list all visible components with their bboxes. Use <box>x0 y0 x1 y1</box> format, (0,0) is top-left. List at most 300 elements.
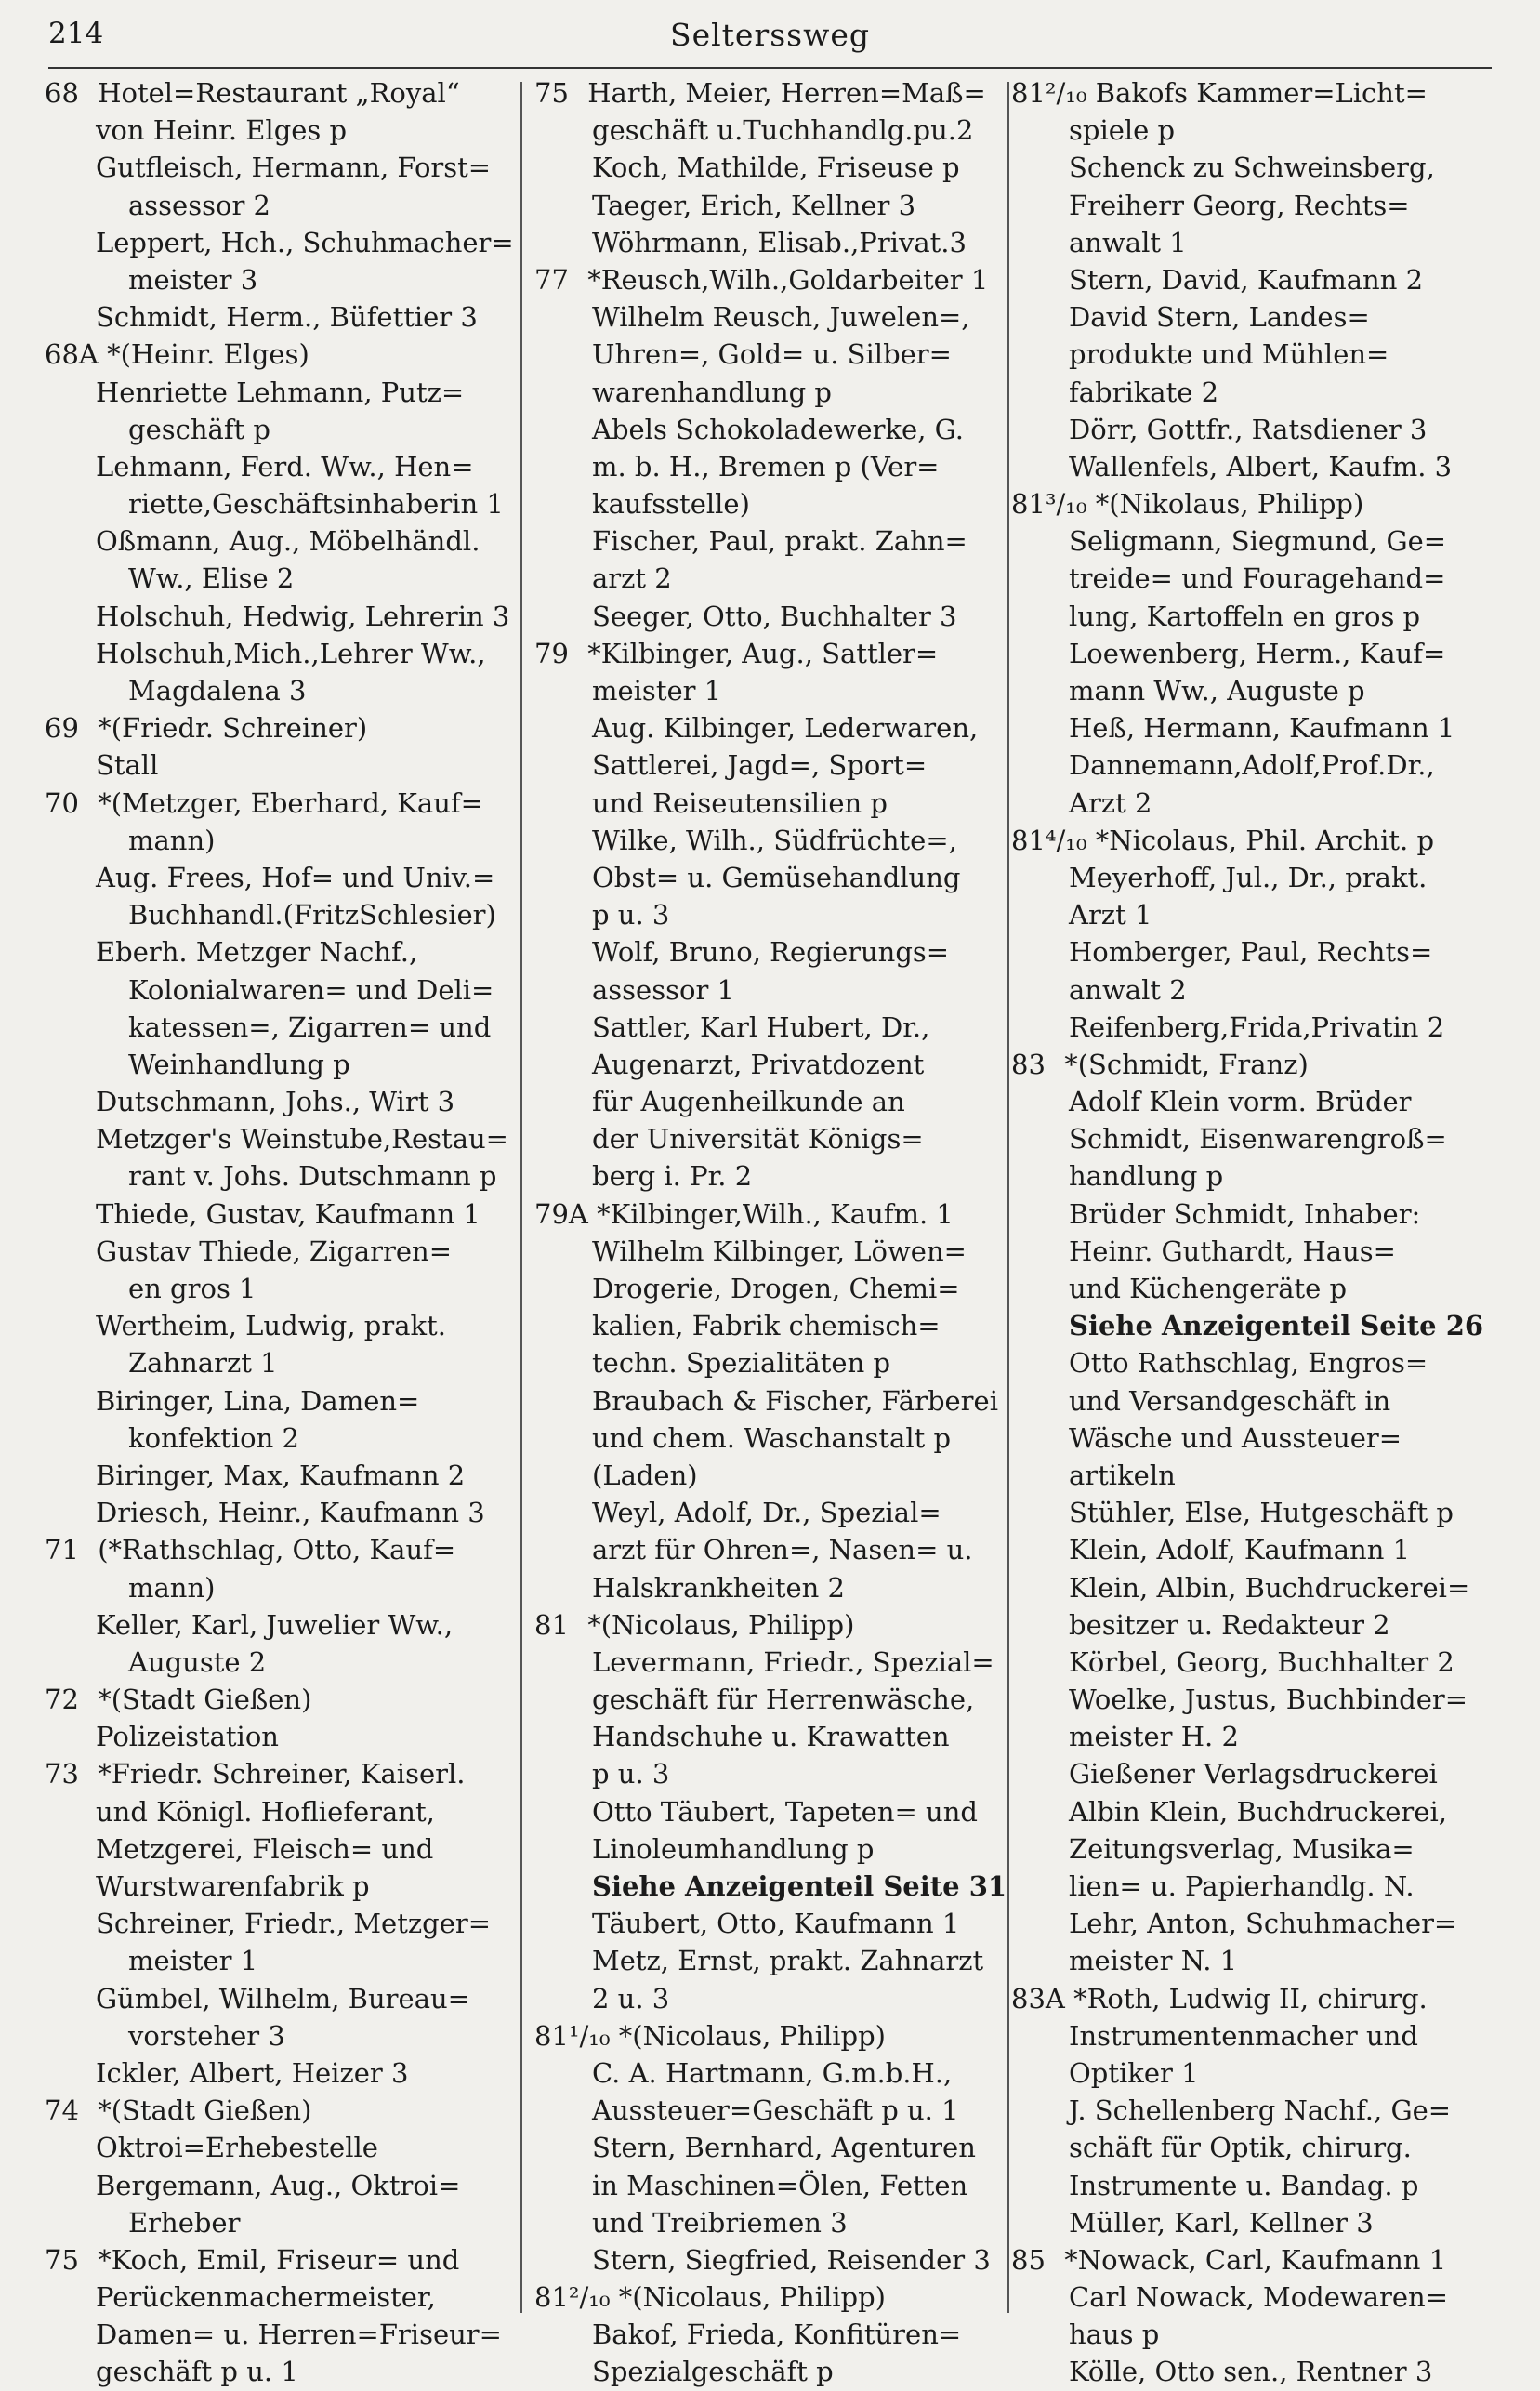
directory-line <box>534 1644 1008 1681</box>
directory-line <box>1011 709 1494 746</box>
house-number-entry <box>1011 1980 1494 2017</box>
line-text: katessen=, Zigarren= und <box>128 1011 492 1043</box>
house-number: 79 <box>534 637 569 669</box>
directory-line <box>45 1120 514 1157</box>
line-text: Sattlerei, Jagd=, Sport= <box>592 749 928 782</box>
line-text: Schenck zu Schweinsberg, <box>1069 152 1435 184</box>
line-text: Kolonialwaren= und Deli= <box>128 973 494 1006</box>
directory-line <box>45 1083 514 1120</box>
line-text: J. Schellenberg Nachf., Ge= <box>1069 2094 1452 2127</box>
line-text: anwalt 2 <box>1069 973 1187 1006</box>
house-number-entry <box>45 1681 514 1718</box>
line-text: Ww., Elise 2 <box>128 562 295 595</box>
line-text: Auguste 2 <box>128 1645 267 1678</box>
line-text: Seligmann, Siegmund, Ge= <box>1069 525 1447 558</box>
line-text: Müller, Karl, Kellner 3 <box>1069 2206 1374 2239</box>
directory-line <box>1011 1905 1494 1942</box>
directory-line <box>45 746 514 784</box>
house-number: 68A <box>45 338 99 371</box>
line-text: Stern, Bernhard, Agenturen <box>592 2132 976 2164</box>
house-number: 74 <box>45 2094 79 2127</box>
directory-line <box>45 1868 514 1905</box>
house-number-entry <box>534 261 1008 298</box>
line-text: Erheber <box>128 2206 241 2239</box>
directory-line <box>45 896 514 933</box>
directory-line <box>45 2054 514 2092</box>
line-text: Stall <box>96 749 159 782</box>
line-text: mann) <box>128 824 216 856</box>
house-number: 81²/₁₀ <box>534 2281 611 2314</box>
directory-line <box>534 822 1008 859</box>
line-text: rant v. Johs. Dutschmann p <box>128 1160 497 1193</box>
line-text: *Friedr. Schreiner, Kaiserl. <box>98 1758 466 1790</box>
line-text: Reifenberg,Frida,Privatin 2 <box>1069 1011 1445 1043</box>
line-text: Lehmann, Ferd. Ww., Hen= <box>96 450 474 482</box>
directory-line <box>534 2092 1008 2129</box>
line-text: Koch, Mathilde, Friseuse p <box>592 152 960 184</box>
line-text: Driesch, Heinr., Kaufmann 3 <box>96 1497 485 1529</box>
line-text: Metzger's Weinstube,Restau= <box>96 1123 508 1156</box>
directory-line <box>1011 2316 1494 2353</box>
house-number: 81 <box>534 1608 569 1641</box>
line-text: Keller, Karl, Juwelier Ww., <box>96 1608 454 1641</box>
directory-line <box>1011 149 1494 186</box>
line-text: David Stern, Landes= <box>1069 301 1370 334</box>
line-text: Gümbel, Wilhelm, Bureau= <box>96 1982 470 2015</box>
line-text: meister 1 <box>592 675 722 707</box>
directory-line <box>1011 1793 1494 1830</box>
directory-line <box>534 1755 1008 1792</box>
directory-line <box>45 2129 514 2166</box>
house-number-entry <box>45 74 514 112</box>
line-text: assessor 2 <box>128 189 270 221</box>
directory-line <box>534 298 1008 336</box>
directory-line <box>1011 1344 1494 1381</box>
line-text: kaufsstelle) <box>592 488 750 521</box>
directory-line <box>45 1307 514 1344</box>
line-text: *(Nicolaus, Philipp) <box>618 2019 886 2052</box>
line-text: C. A. Hartmann, G.m.b.H., <box>592 2056 953 2089</box>
directory-line <box>1011 1270 1494 1307</box>
house-number-entry <box>45 2241 514 2279</box>
line-text: Weinhandlung p <box>128 1048 350 1080</box>
directory-line <box>1011 1083 1494 1120</box>
house-number-entry <box>45 785 514 822</box>
directory-line <box>534 598 1008 635</box>
directory-line <box>534 2353 1008 2390</box>
line-text: spiele p <box>1069 114 1176 147</box>
directory-line <box>534 933 1008 971</box>
directory-line <box>1011 224 1494 261</box>
directory-line <box>534 485 1008 522</box>
directory-column-3 <box>1011 74 1494 2388</box>
line-text: geschäft p u. 1 <box>96 2356 298 2388</box>
line-text: Oßmann, Aug., Möbelhändl. <box>96 525 480 558</box>
house-number: 83 <box>1011 1048 1046 1080</box>
directory-line <box>1011 1830 1494 1868</box>
directory-line <box>1011 635 1494 672</box>
house-number: 72 <box>45 1684 79 1716</box>
directory-line <box>45 224 514 261</box>
line-text: Levermann, Friedr., Spezial= <box>592 1645 994 1678</box>
line-text: Bergemann, Aug., Oktroi= <box>96 2169 461 2201</box>
line-text: Brüder Schmidt, Inhaber: <box>1069 1197 1421 1230</box>
directory-line <box>534 1233 1008 1270</box>
directory-line <box>534 746 1008 784</box>
line-text: meister H. 2 <box>1069 1721 1239 1753</box>
directory-line <box>45 1942 514 1979</box>
line-text: Metz, Ernst, prakt. Zahnarzt <box>592 1945 984 1977</box>
house-number: 79A <box>534 1197 588 1230</box>
line-text: mann) <box>128 1571 216 1604</box>
directory-line <box>1011 187 1494 224</box>
directory-line <box>1011 448 1494 485</box>
directory-line <box>1011 1681 1494 1718</box>
line-text: Fischer, Paul, prakt. Zahn= <box>592 525 967 558</box>
directory-line <box>45 1157 514 1195</box>
house-number-entry <box>45 1531 514 1568</box>
line-text: Dannemann,Adolf,Prof.Dr., <box>1069 749 1435 782</box>
line-text: Henriette Lehmann, Putz= <box>96 376 465 408</box>
line-text: (*Rathschlag, Otto, Kauf= <box>98 1534 456 1566</box>
line-text: *(Nicolaus, Philipp) <box>618 2281 886 2314</box>
line-text: arzt für Ohren=, Nasen= u. <box>592 1534 973 1566</box>
directory-line <box>534 522 1008 560</box>
directory-line <box>534 1942 1008 1979</box>
line-text: (Laden) <box>592 1459 698 1491</box>
advertisement-reference <box>1011 1307 1494 1344</box>
directory-line <box>1011 1868 1494 1905</box>
line-text: Biringer, Lina, Damen= <box>96 1384 420 1417</box>
line-text: m. b. H., Bremen p (Ver= <box>592 450 940 482</box>
house-number-entry <box>1011 2241 1494 2279</box>
directory-line <box>45 2353 514 2390</box>
house-number-entry <box>534 1606 1008 1644</box>
line-text: Siehe Anzeigenteil Seite 31 <box>592 1870 1007 1902</box>
directory-line <box>45 1382 514 1420</box>
house-number: 81²/₁₀ <box>1011 77 1087 109</box>
directory-line <box>45 1009 514 1046</box>
line-text: Heinr. Guthardt, Haus= <box>1069 1235 1396 1267</box>
directory-line <box>45 1606 514 1644</box>
directory-line <box>45 822 514 859</box>
house-number: 85 <box>1011 2243 1046 2276</box>
directory-line <box>1011 1718 1494 1755</box>
line-text: Wallenfels, Albert, Kaufm. 3 <box>1069 450 1453 482</box>
directory-line <box>45 859 514 896</box>
directory-line <box>45 485 514 522</box>
line-text: Dörr, Gottfr., Ratsdiener 3 <box>1069 413 1428 445</box>
house-number: 70 <box>45 786 79 819</box>
directory-line <box>45 1344 514 1381</box>
directory-line <box>1011 598 1494 635</box>
line-text: Optiker 1 <box>1069 2056 1199 2089</box>
line-text: und Königl. Hoflieferant, <box>96 1795 435 1828</box>
directory-line <box>1011 1196 1494 1233</box>
directory-line <box>45 672 514 709</box>
line-text: Oktroi=Erhebestelle <box>96 2132 378 2164</box>
line-text: *(Stadt Gießen) <box>98 2094 312 2127</box>
directory-line <box>534 112 1008 149</box>
directory-line <box>1011 1420 1494 1457</box>
directory-line <box>45 1569 514 1606</box>
line-text: assessor 1 <box>592 973 734 1006</box>
line-text: Loewenberg, Herm., Kauf= <box>1069 637 1446 669</box>
directory-line <box>534 1830 1008 1868</box>
line-text: *(Nikolaus, Philipp) <box>1095 488 1364 521</box>
column-divider <box>520 82 522 2313</box>
directory-line <box>534 2204 1008 2241</box>
directory-line <box>1011 112 1494 149</box>
line-text: Drogerie, Drogen, Chemi= <box>592 1273 960 1304</box>
directory-line <box>534 2167 1008 2204</box>
directory-line <box>45 187 514 224</box>
line-text: Stern, Siegfried, Reisender 3 <box>592 2243 991 2276</box>
directory-line <box>45 2279 514 2316</box>
line-text: Stern, David, Kaufmann 2 <box>1069 263 1424 296</box>
directory-line <box>45 2167 514 2204</box>
line-text: Abels Schokoladewerke, G. <box>592 413 964 445</box>
directory-line <box>534 672 1008 709</box>
line-text: p u. 3 <box>592 1758 670 1790</box>
directory-line <box>534 411 1008 448</box>
directory-line <box>1011 672 1494 709</box>
directory-line <box>534 709 1008 746</box>
line-text: warenhandlung p <box>592 376 832 408</box>
directory-line <box>45 1644 514 1681</box>
line-text: Klein, Albin, Buchdruckerei= <box>1069 1571 1470 1604</box>
line-text: mann Ww., Auguste p <box>1069 675 1365 707</box>
line-text: handlung p <box>1069 1160 1224 1193</box>
directory-line <box>534 1046 1008 1083</box>
house-number-entry <box>45 709 514 746</box>
line-text: fabrikate 2 <box>1069 376 1219 408</box>
line-text: Obst= u. Gemüsehandlung <box>592 861 961 893</box>
line-text: *Roth, Ludwig II, chirurg. <box>1073 1982 1428 2015</box>
directory-line <box>534 1307 1008 1344</box>
directory-line <box>45 1420 514 1457</box>
line-text: in Maschinen=Ölen, Fetten <box>592 2169 968 2201</box>
line-text: p u. 3 <box>592 899 670 931</box>
line-text: geschäft u.Tuchhandlg.pu.2 <box>592 114 974 147</box>
line-text: schäft für Optik, chirurg. <box>1069 2132 1412 2164</box>
line-text: Täubert, Otto, Kaufmann 1 <box>592 1908 960 1940</box>
directory-line <box>1011 2279 1494 2316</box>
line-text: Uhren=, Gold= u. Silber= <box>592 338 952 371</box>
house-number-entry <box>1011 74 1494 112</box>
directory-line <box>45 112 514 149</box>
directory-line <box>534 896 1008 933</box>
line-text: Woelke, Justus, Buchbinder= <box>1069 1684 1468 1716</box>
line-text: Handschuhe u. Krawatten <box>592 1721 950 1753</box>
directory-line <box>45 1196 514 1233</box>
directory-line <box>45 411 514 448</box>
line-text: Körbel, Georg, Buchhalter 2 <box>1069 1645 1454 1678</box>
line-text: Carl Nowack, Modewaren= <box>1069 2281 1449 2314</box>
directory-line <box>45 1494 514 1531</box>
directory-line <box>534 1531 1008 1568</box>
line-text: Bakof, Frieda, Konfitüren= <box>592 2318 962 2351</box>
directory-line <box>1011 261 1494 298</box>
line-text: Ickler, Albert, Heizer 3 <box>96 2056 409 2089</box>
house-number: 73 <box>45 1758 79 1790</box>
directory-line <box>534 785 1008 822</box>
line-text: Schreiner, Friedr., Metzger= <box>96 1908 492 1940</box>
house-number-entry <box>534 2279 1008 2316</box>
directory-line <box>1011 1120 1494 1157</box>
directory-line <box>534 1083 1008 1120</box>
line-text: *(Heinr. Elges) <box>107 338 309 371</box>
directory-line <box>1011 298 1494 336</box>
line-text: Otto Täubert, Tapeten= und <box>592 1795 978 1828</box>
directory-line <box>534 1120 1008 1157</box>
house-number: 81¹/₁₀ <box>534 2019 611 2052</box>
line-text: und Küchengeräte p <box>1069 1273 1348 1304</box>
line-text: Siehe Anzeigenteil Seite 26 <box>1069 1310 1484 1342</box>
directory-line <box>534 1270 1008 1307</box>
line-text: meister 3 <box>128 263 258 296</box>
house-number: 81³/₁₀ <box>1011 488 1087 521</box>
line-text: Klein, Adolf, Kaufmann 1 <box>1069 1534 1411 1566</box>
line-text: kalien, Fabrik chemisch= <box>592 1310 941 1342</box>
line-text: Sattler, Karl Hubert, Dr., <box>592 1011 930 1043</box>
line-text: arzt 2 <box>592 562 672 595</box>
line-text: konfektion 2 <box>128 1421 299 1454</box>
directory-line <box>534 2316 1008 2353</box>
line-text: Metzgerei, Fleisch= und <box>96 1832 434 1865</box>
directory-column-1 <box>45 74 514 2388</box>
line-text: Kölle, Otto sen., Rentner 3 <box>1069 2356 1433 2388</box>
line-text: Polizeistation <box>96 1721 279 1753</box>
directory-line <box>45 1270 514 1307</box>
line-text: Arzt 1 <box>1069 899 1152 931</box>
line-text: Gustav Thiede, Zigarren= <box>96 1235 453 1267</box>
line-text: Wilhelm Kilbinger, Löwen= <box>592 1235 967 1267</box>
line-text: Homberger, Paul, Rechts= <box>1069 936 1433 969</box>
line-text: treide= und Fouragehand= <box>1069 562 1446 595</box>
line-text: anwalt 1 <box>1069 226 1187 258</box>
directory-line <box>1011 2017 1494 2054</box>
line-text: Instrumentenmacher und <box>1069 2019 1418 2052</box>
directory-line <box>534 448 1008 485</box>
line-text: Schmidt, Herm., Büfettier 3 <box>96 301 478 334</box>
line-text: Wöhrmann, Elisab.,Privat.3 <box>592 226 967 258</box>
directory-line <box>1011 896 1494 933</box>
line-text: Wolf, Bruno, Regierungs= <box>592 936 950 969</box>
line-text: 2 u. 3 <box>592 1982 670 2015</box>
directory-line <box>45 522 514 560</box>
line-text: *Kilbinger,Wilh., Kaufm. 1 <box>597 1197 954 1230</box>
line-text: meister 1 <box>128 1945 258 1977</box>
directory-line <box>45 933 514 971</box>
line-text: Aussteuer=Geschäft p u. 1 <box>592 2094 959 2127</box>
house-number-entry <box>1011 485 1494 522</box>
directory-line <box>534 2129 1008 2166</box>
line-text: Instrumente u. Bandag. p <box>1069 2169 1419 2201</box>
house-number-entry <box>45 1755 514 1792</box>
line-text: Braubach & Fischer, Färberei <box>592 1384 998 1417</box>
directory-line <box>1011 2092 1494 2129</box>
line-text: Spezialgeschäft p <box>592 2356 834 2388</box>
directory-line <box>534 2241 1008 2279</box>
directory-line <box>45 1457 514 1494</box>
house-number: 71 <box>45 1534 79 1566</box>
house-number: 75 <box>45 2243 79 2276</box>
directory-column-2 <box>534 74 1008 2388</box>
line-text: Wurstwarenfabrik p <box>96 1870 370 1902</box>
line-text: Seeger, Otto, Buchhalter 3 <box>592 600 957 632</box>
line-text: Wilhelm Reusch, Juwelen=, <box>592 301 970 334</box>
directory-line <box>45 560 514 597</box>
directory-line <box>1011 2129 1494 2166</box>
line-text: für Augenheilkunde an <box>592 1086 905 1118</box>
line-text: Schmidt, Eisenwarengroß= <box>1069 1123 1447 1156</box>
directory-line <box>1011 1157 1494 1195</box>
page-header <box>48 13 1492 61</box>
line-text: Wäsche und Aussteuer= <box>1069 1421 1402 1454</box>
directory-line <box>1011 522 1494 560</box>
directory-line <box>1011 1457 1494 1494</box>
directory-line <box>534 1009 1008 1046</box>
directory-line <box>1011 1531 1494 1568</box>
directory-line <box>534 859 1008 896</box>
line-text: Hotel=Restaurant „Royal“ <box>98 77 460 109</box>
directory-line <box>1011 560 1494 597</box>
house-number: 83A <box>1011 1982 1065 2015</box>
directory-line <box>534 336 1008 373</box>
directory-line <box>1011 785 1494 822</box>
directory-line <box>45 1793 514 1830</box>
line-text: *(Schmidt, Franz) <box>1064 1048 1309 1080</box>
house-number: 75 <box>534 77 569 109</box>
line-text: Wertheim, Ludwig, prakt. <box>96 1310 446 1342</box>
line-text: Gießener Verlagsdruckerei <box>1069 1758 1438 1790</box>
directory-line <box>45 261 514 298</box>
line-text: Zeitungsverlag, Musika= <box>1069 1832 1415 1865</box>
directory-line <box>1011 1382 1494 1420</box>
line-text: Weyl, Adolf, Dr., Spezial= <box>592 1497 941 1529</box>
directory-line <box>534 187 1008 224</box>
line-text: Damen= u. Herren=Friseur= <box>96 2318 502 2351</box>
directory-line <box>534 1157 1008 1195</box>
directory-line <box>1011 1569 1494 1606</box>
line-text: *(Metzger, Eberhard, Kauf= <box>98 786 483 819</box>
line-text: der Universität Königs= <box>592 1123 924 1156</box>
line-text: *(Friedr. Schreiner) <box>98 712 368 745</box>
directory-line <box>534 149 1008 186</box>
directory-line <box>1011 971 1494 1009</box>
line-text: Thiede, Gustav, Kaufmann 1 <box>96 1197 480 1230</box>
line-text: berg i. Pr. 2 <box>592 1160 753 1193</box>
directory-line <box>45 374 514 411</box>
line-text: lien= u. Papierhandlg. N. <box>1069 1870 1415 1902</box>
directory-line <box>1011 411 1494 448</box>
directory-line <box>1011 1494 1494 1531</box>
line-text: besitzer u. Redakteur 2 <box>1069 1608 1390 1641</box>
house-number-entry <box>534 2017 1008 2054</box>
directory-line <box>1011 859 1494 896</box>
directory-line <box>1011 374 1494 411</box>
line-text: produkte und Mühlen= <box>1069 338 1389 371</box>
header-rule <box>48 67 1492 69</box>
house-number-entry <box>534 74 1008 112</box>
line-text: Bakofs Kammer=Licht= <box>1095 77 1428 109</box>
line-text: Augenarzt, Privatdozent <box>592 1048 925 1080</box>
directory-line <box>534 971 1008 1009</box>
line-text: *Nowack, Carl, Kaufmann 1 <box>1064 2243 1447 2276</box>
directory-line <box>534 374 1008 411</box>
line-text: riette,Geschäftsinhaberin 1 <box>128 488 504 521</box>
